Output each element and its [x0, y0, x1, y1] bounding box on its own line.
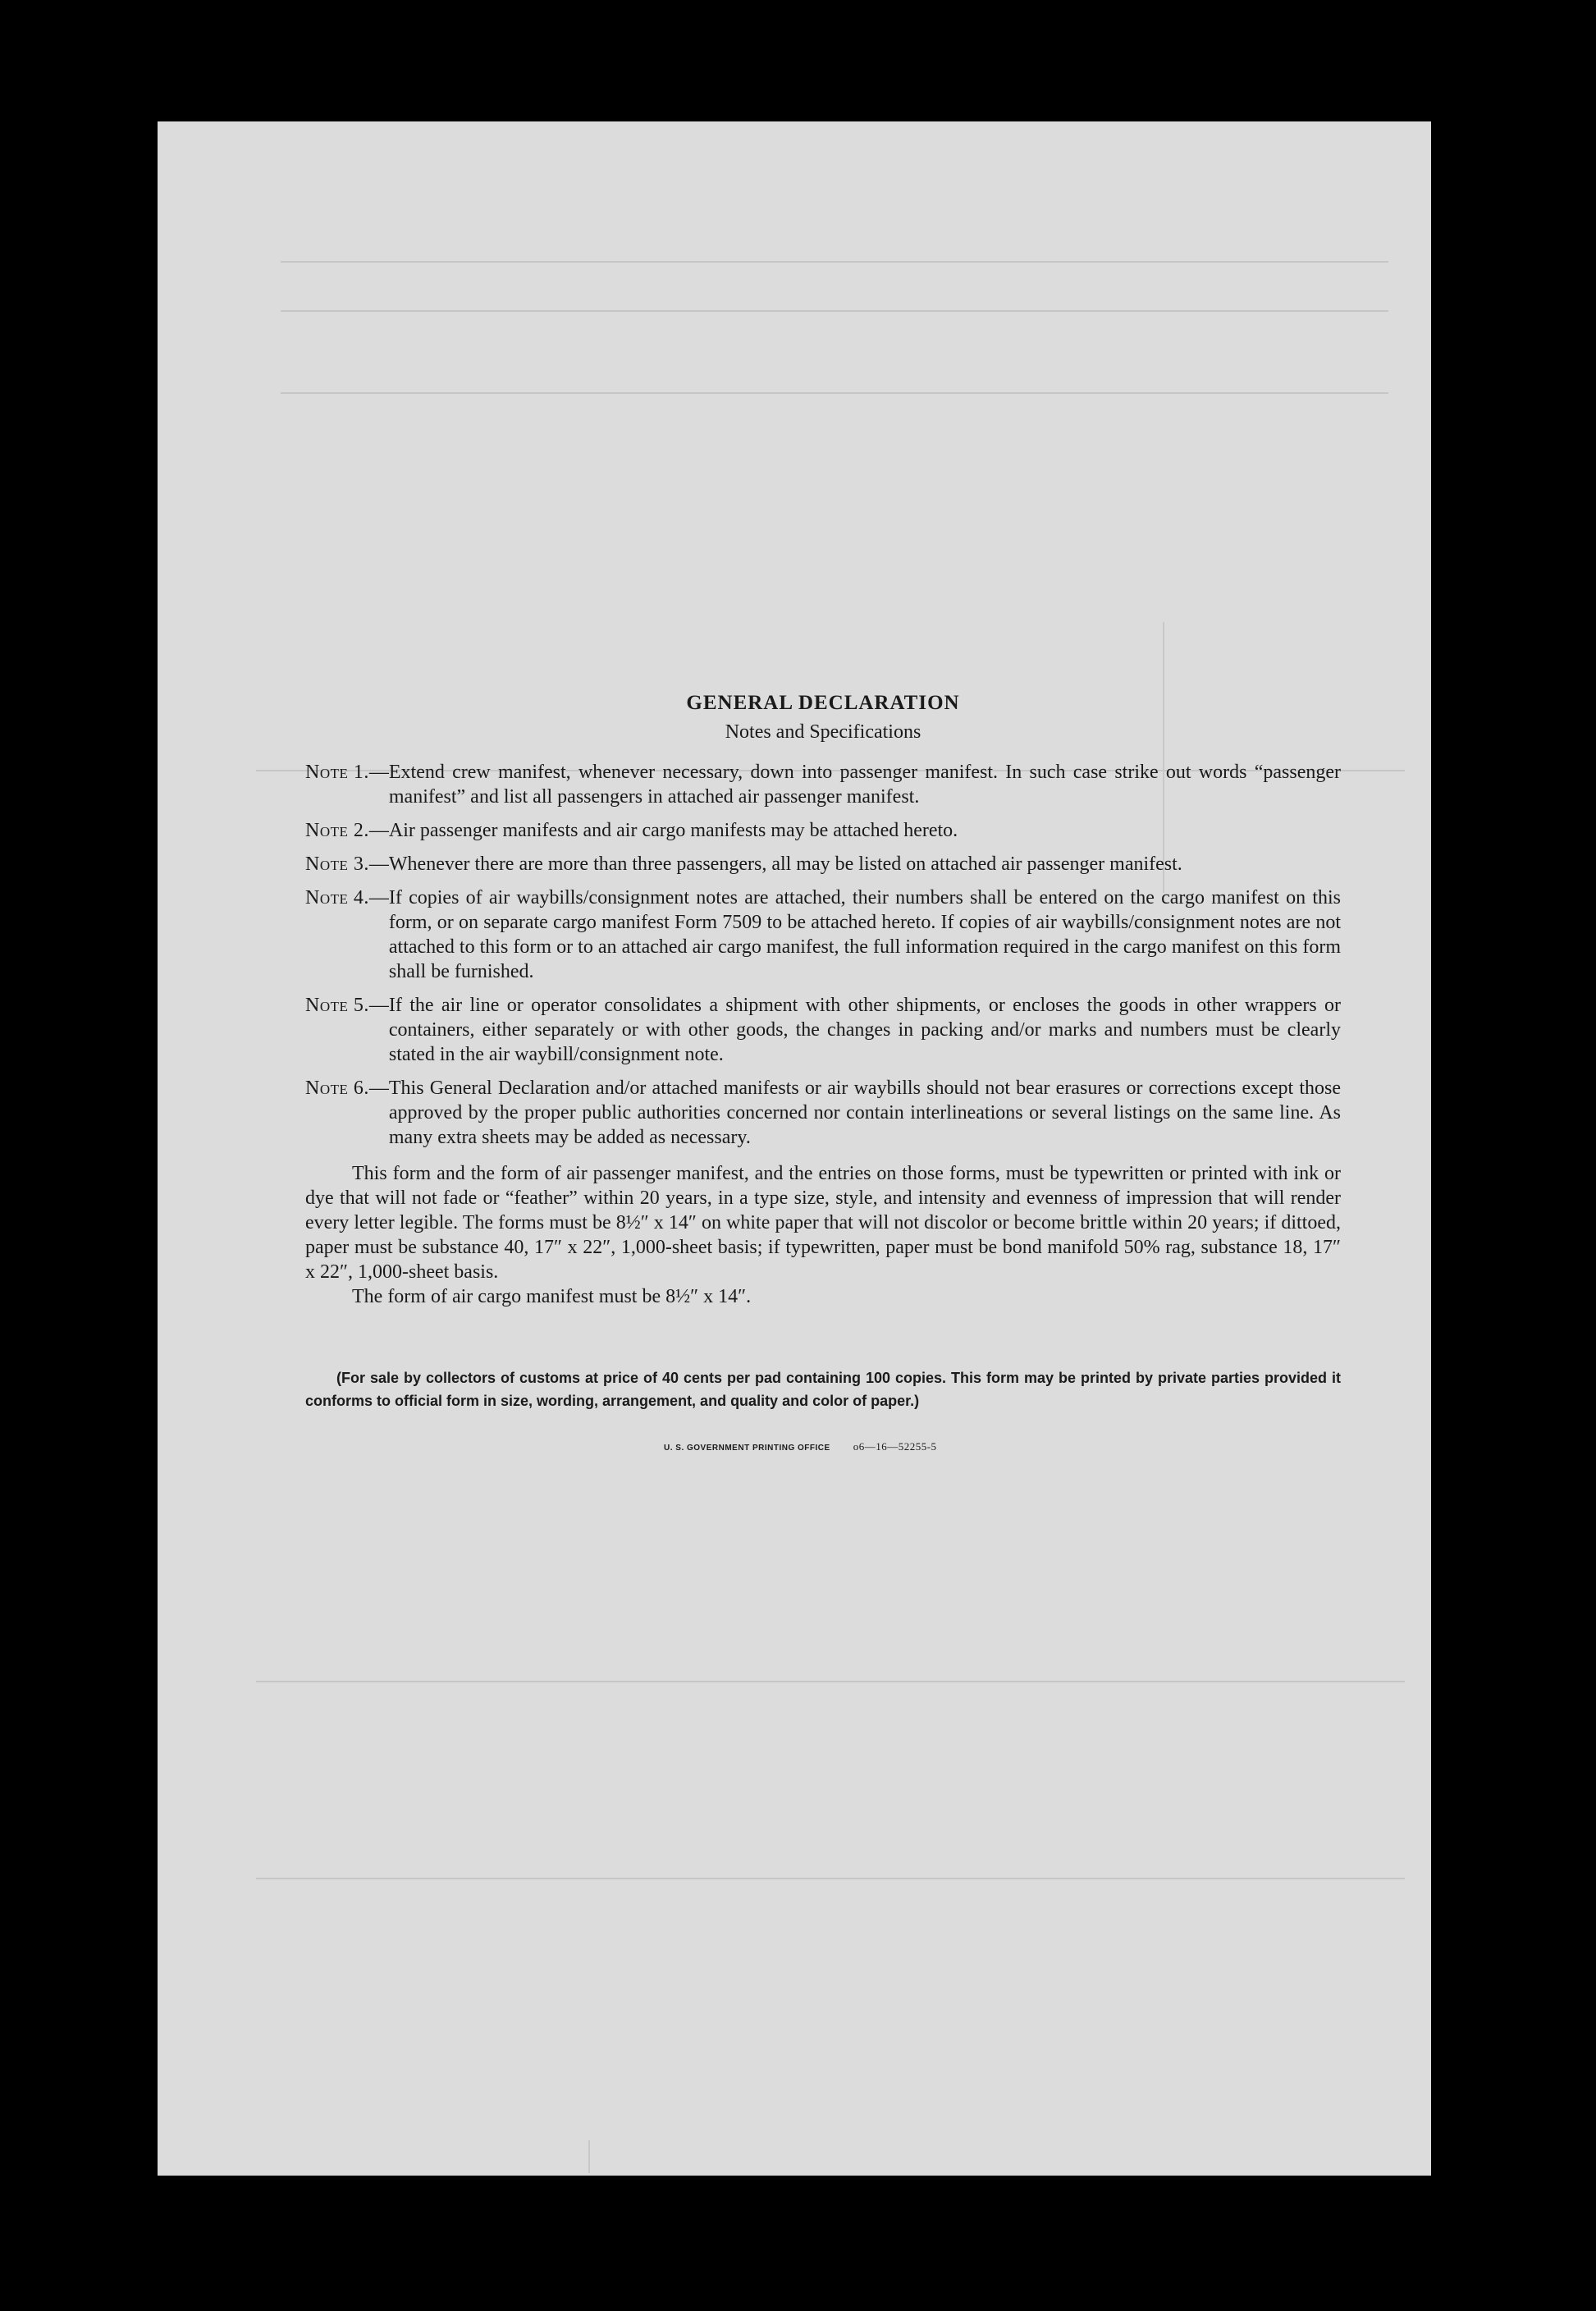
- print-code: o6—16—52255-5: [853, 1440, 937, 1453]
- note-label: Note 1.: [305, 762, 369, 783]
- note-text: Air passenger manifests and air cargo manifests may be attached hereto.: [388, 820, 958, 841]
- note-6: [305, 1076, 1341, 1150]
- declaration-notes: [305, 689, 1341, 1453]
- note-2: [305, 818, 1341, 843]
- note-dash: —: [368, 995, 389, 1016]
- note-dash: —: [368, 887, 389, 908]
- note-text: If the air line or operator consolidates a shipment with other shipments, or encloses the goods in other wrappers or containers, either separately or with other goods, the changes in packing and/or marks and numbers must be clearly stated in the air waybill/consignment note.: [388, 995, 1341, 1065]
- note-3: [305, 852, 1341, 876]
- note-text: Whenever there are more than three passengers, all may be listed on attached air passenger manifest.: [388, 853, 1182, 875]
- document-title: GENERAL DECLARATION: [686, 692, 960, 714]
- note-4: [305, 886, 1341, 984]
- note-1: [305, 760, 1341, 809]
- note-text: This General Declaration and/or attached manifests or air waybills should not bear erasures or corrections except those approved by the proper public authorities concerned nor contain interlineations or several listings on the same line. As many extra sheets may be added as necessary.: [388, 1078, 1341, 1148]
- specifications-paragraph: This form and the form of air passenger manifest, and the entries on those forms, must be typewritten or printed with ink or dye that will not fade or “feather” within 20 years, in a type size, style, and intensity and evenness of impression that will render every letter legible. The forms must be 8½″ x 14″ on white paper that will not discolor or become brittle within 20 years; if dittoed, paper must be substance 40, 17″ x 22″, 1,000-sheet basis; if typewritten, paper must be bond manifold 50% rag, substance 18, 17″ x 22″, 1,000-sheet basis.: [305, 1163, 1341, 1283]
- note-dash: —: [368, 820, 389, 841]
- note-dash: —: [368, 853, 389, 875]
- bleed-through-line: [281, 392, 1388, 394]
- bleed-through-line: [256, 1681, 1405, 1682]
- note-label: Note 3.: [305, 853, 369, 875]
- document-subtitle: Notes and Specifications: [725, 721, 921, 743]
- note-label: Note 2.: [305, 820, 369, 841]
- note-text: If copies of air waybills/consignment notes are attached, their numbers shall be entered on the cargo manifest on this form, or on separate cargo manifest Form 7509 to be attached hereto. If copies of air waybills/consignment notes are not attached to this form or to an attached air cargo manifest, the full information required in the cargo manifest on this form shall be furnished.: [388, 887, 1341, 982]
- document-sheet: [158, 121, 1431, 2176]
- note-text: Extend crew manifest, whenever necessary, down into passenger manifest. In such case strike out words “passenger manifest” and list all passengers in attached air passenger manifest.: [388, 762, 1341, 808]
- bleed-through-rule: [588, 2140, 590, 2173]
- cargo-manifest-size: The form of air cargo manifest must be 8½″ x 14″.: [352, 1286, 752, 1307]
- printer-name: U. S. GOVERNMENT PRINTING OFFICE: [664, 1444, 830, 1453]
- note-label: Note 4.: [305, 887, 369, 908]
- note-dash: —: [368, 1078, 389, 1099]
- bleed-through-line: [281, 261, 1388, 263]
- note-label: Note 6.: [305, 1078, 369, 1099]
- printer-imprint: [305, 1440, 1341, 1453]
- bleed-through-line: [256, 1878, 1405, 1879]
- note-label: Note 5.: [305, 995, 369, 1016]
- bleed-through-line: [281, 310, 1388, 312]
- sale-notice: (For sale by collectors of customs at price of 40 cents per pad containing 100 copies. This form may be printed by private parties provided it conforms to official form in size, wording, arrangement, and quality and color of paper.): [305, 1370, 1341, 1409]
- note-dash: —: [368, 762, 389, 783]
- note-5: [305, 993, 1341, 1067]
